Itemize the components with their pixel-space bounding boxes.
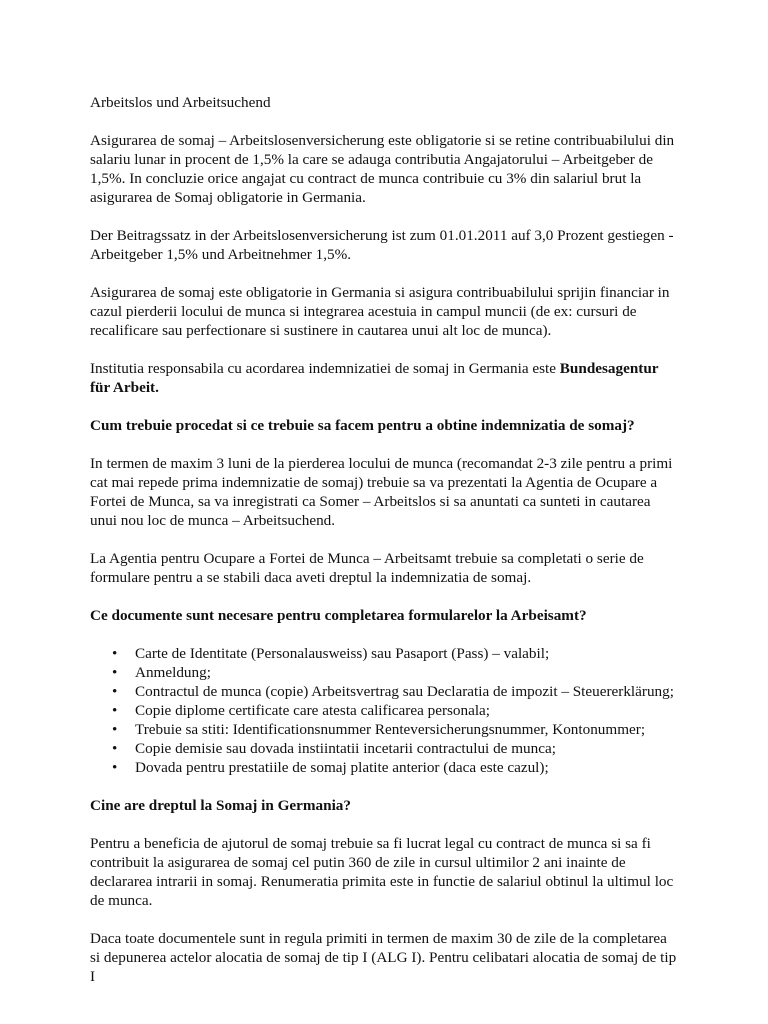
bullet-icon: • [112, 645, 118, 662]
bullet-icon: • [112, 664, 118, 681]
paragraph-allowance-payment: Daca toate documentele sunt in regula primiti in termen de maxim 30 de zile de la completarea si depunerea actelor alocatia de somaj de tip I (ALG I). Pentru celibatari alocatia de somaj de tip I [90, 930, 677, 985]
paragraph-contribution-rate: Der Beitragssatz in der Arbeitslosenversicherung ist zum 01.01.2011 auf 3,0 Prozent gestiegen - Arbeitgeber 1,5% und Arbeitnehmer 1,5%. [90, 227, 674, 263]
bullet-icon: • [112, 721, 118, 738]
bullet-icon: • [112, 740, 118, 757]
bullet-icon: • [112, 683, 118, 700]
heading-required-documents: Ce documente sunt necesare pentru completarea formularelor la Arbeisamt? [90, 607, 587, 624]
bullet-icon: • [112, 759, 118, 776]
paragraph-eligibility-conditions: Pentru a beneficia de ajutorul de somaj trebuie sa fi lucrat legal cu contract de munca si sa fi contribuit la asigurarea de somaj cel putin 360 de zile in cursul ultimilor 2 ani inainte de declararea intrarii in somaj. Renumeratia primita este in functie de salariul obtinul la ultimul loc de munca. [90, 835, 674, 909]
institution-name: Bundesagentur für Arbeit. [90, 360, 659, 396]
heading-procedure: Cum trebuie procedat si ce trebuie sa facem pentru a obtine indemnizatia de somaj? [90, 417, 635, 434]
heading-eligibility: Cine are dreptul la Somaj in Germania? [90, 797, 351, 814]
bullet-icon: • [112, 702, 118, 719]
paragraph-insurance-purpose: Asigurarea de somaj este obligatorie in Germania si asigura contribuabilului sprijin financiar in cazul pierderii locului de munca si integrarea acestuia in campul muncii (de ex: cursuri de recalificare sau perfectionare si sustinere in cautarea unui alt loc de munca). [90, 284, 670, 339]
document-title: Arbeitslos und Arbeitsuchend [90, 94, 271, 111]
list-item: • Copie diplome certificate care atesta calificarea personala; [112, 702, 491, 719]
paragraph-responsible-institution [90, 359, 678, 397]
list-item: • Trebuie sa stiti: Identificationsnummer Renteversicherungsnummer, Kontonummer; [112, 721, 646, 738]
paragraph-unemployment-insurance: Asigurarea de somaj – Arbeitslosenversicherung este obligatorie si se retine contribuabilului din salariu lunar in procent de 1,5% la care se adauga contributia Angajatorului – Arbeitgeber de 1,5%. In concluzie orice angajat cu contract de munca contribuie cu 3% din salariul brut la asigurarea de Somaj obligatorie in Germania. [90, 132, 675, 206]
list-item: • Contractul de munca (copie) Arbeitsvertrag sau Declaratia de impozit – Steuererklärung; [112, 683, 674, 700]
paragraph-arbeitsamt-forms: La Agentia pentru Ocupare a Fortei de Munca – Arbeitsamt trebuie sa completati o serie de formulare pentru a se stabili daca aveti dreptul la indemnizatia de somaj. [90, 550, 644, 586]
paragraph-registration-deadline: In termen de maxim 3 luni de la pierderea locului de munca (recomandat 2-3 zile pentru a primi cat mai repede prima indemnizatie de somaj) trebuie sa va prezentati la Agentia de Ocupare a Fortei de Munca, sa va inregistrati ca Somer – Arbeitslos si sa anuntati ca sunteti in cautarea unui nou loc de munca – Arbeitsuchend. [90, 455, 673, 529]
list-item: • Carte de Identitate (Personalausweiss) sau Pasaport (Pass) – valabil; [112, 645, 550, 662]
list-item: • Copie demisie sau dovada instiintatii incetarii contractului de munca; [112, 740, 556, 757]
list-item: • Dovada pentru prestatiile de somaj platite anterior (daca este cazul); [112, 759, 549, 776]
institution-intro-text: Institutia responsabila cu acordarea indemnizatiei de somaj in Germania este [90, 360, 560, 377]
list-item: • Anmeldung; [112, 664, 211, 681]
documents-list [90, 644, 678, 777]
